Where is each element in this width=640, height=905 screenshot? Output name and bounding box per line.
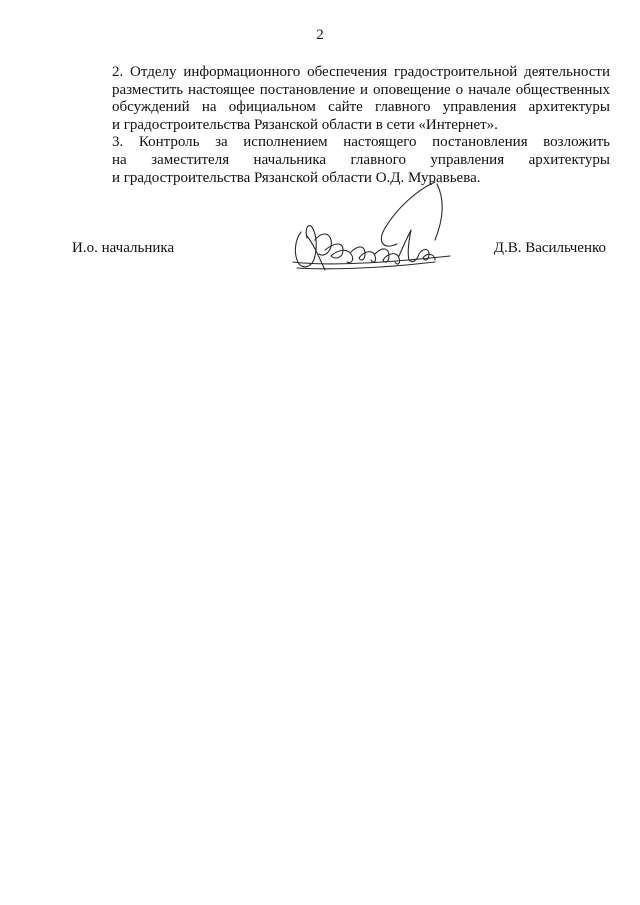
text-line: 2. Отделу информационного обеспечения градостроительной деятельности (112, 64, 610, 80)
document-body (72, 64, 610, 187)
text-line: на заместителя начальника главного управления архитектуры (112, 151, 610, 168)
paragraph-2 (72, 64, 610, 134)
signatory-role: И.о. начальника (72, 240, 175, 256)
handwritten-signature (285, 180, 465, 285)
text-line: и градостроительства Рязанской области в сети «Интернет». (112, 116, 498, 133)
page-number: 2 (316, 27, 324, 43)
text-line: и градостроительства Рязанской области О.Д. Муравьева. (112, 169, 481, 186)
text-line: 3. Контроль за исполнением настоящего постановления возложить (112, 134, 610, 151)
text-line: обсуждений на официальном сайте главного управления архитектуры (112, 99, 610, 116)
signatory-name: Д.В. Васильченко (493, 240, 606, 256)
text-line: разместить настоящее постановление и оповещение о начале общественных (112, 81, 610, 98)
signature-block (72, 239, 610, 259)
